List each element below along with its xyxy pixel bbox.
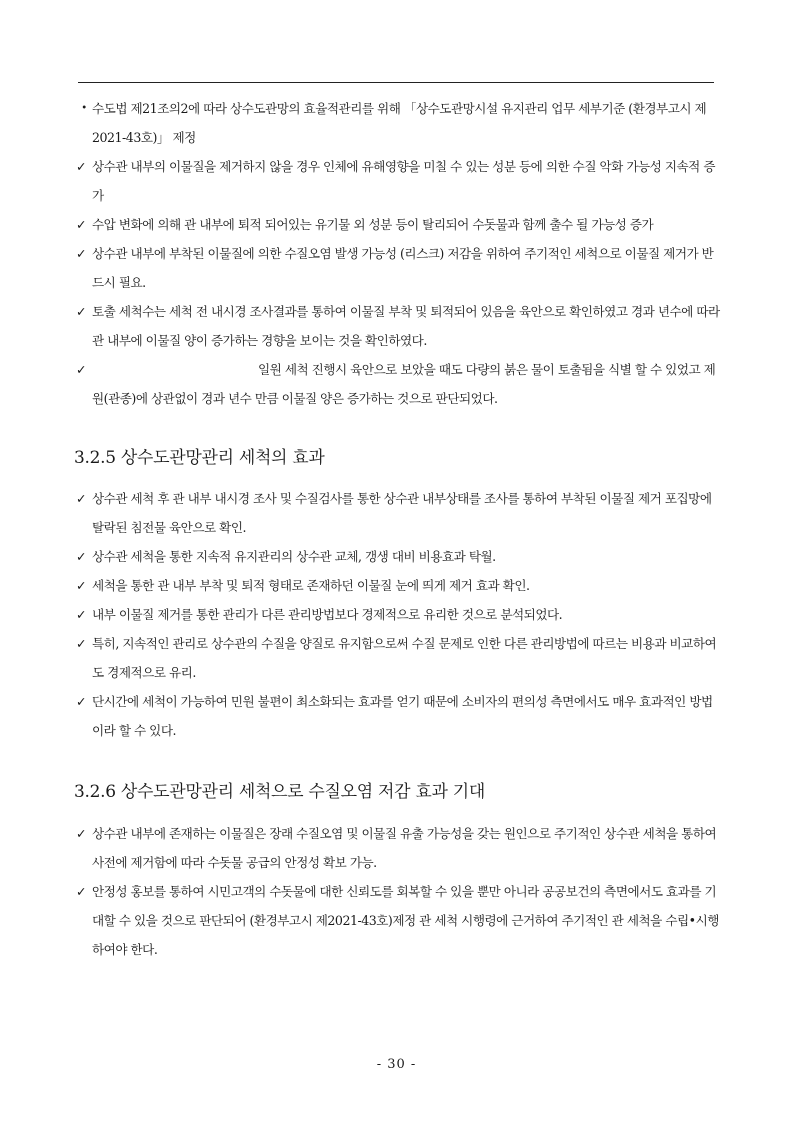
section-heading: 3.2.5 상수도관망관리 세척의 효과 [74, 448, 325, 468]
list-item [74, 94, 724, 152]
list-item [74, 355, 724, 413]
bullet-icon: • [81, 103, 87, 114]
list-item [74, 687, 724, 745]
document-body [74, 94, 724, 964]
check-icon: ✓ [75, 362, 87, 377]
list-item-text: 상수관 내부에 부착된 이물질에 의한 수질오염 발생 가능성 (리스크) 저감을 위하여 주기적인 세척으로 이물질 제거가 반드시 필요. [92, 246, 714, 290]
list-item-text: 내부 이물질 제거를 통한 관리가 다른 관리방법보다 경제적으로 유리한 것으로 분석되었다. [92, 607, 563, 622]
check-icon: ✓ [75, 607, 87, 622]
list-item [74, 210, 724, 239]
list-item [74, 239, 724, 297]
section-list [74, 484, 724, 745]
check-icon: ✓ [75, 304, 87, 319]
check-icon: ✓ [75, 491, 87, 506]
check-icon: ✓ [75, 549, 87, 564]
list-item [74, 819, 724, 877]
list-item [74, 484, 724, 542]
list-item-text: 상수관 내부에 존재하는 이물질은 장래 수질오염 및 이물질 유출 가능성을 갖는 원인으로 주기적인 상수관 세척을 통하여 사전에 제거함에 따라 수돗물 공급의 안정성 확보 가능. [92, 826, 717, 870]
check-icon: ✓ [75, 159, 87, 174]
list-item [74, 297, 724, 355]
list-item-text: 안정성 홍보를 통하여 시민고객의 수돗물에 대한 신뢰도를 회복할 수 있을 뿐만 아니라 공공보건의 측면에서도 효과를 기대할 수 있을 것으로 판단되어 (환경부고시 제2021-43호)제정 관 세척 시행령에 근거하여 주기적인 관 세척을 수립•시행하여야 한다. [92, 884, 719, 957]
list-item-text: 토출 세척수는 세척 전 내시경 조사결과를 통하여 이물질 부착 및 퇴적되어 있음을 육안으로 확인하였고 경과 년수에 따라 관 내부에 이물질 양이 증가하는 경향을 보이는 것을 확인하였다. [92, 304, 720, 348]
top-rule [78, 82, 714, 83]
list-item [74, 600, 724, 629]
section-list [74, 819, 724, 964]
list-item [74, 152, 724, 210]
intro-list [74, 94, 724, 413]
check-icon: ✓ [75, 217, 87, 232]
page-number: - 30 - [376, 1057, 417, 1072]
list-item-text: 세척을 통한 관 내부 부착 및 퇴적 형태로 존재하던 이물질 눈에 띄게 제거 효과 확인. [92, 578, 530, 593]
list-item-text-after-gap: 일원 세척 진행시 육안으로 보았을 때도 다량의 붉은 물이 토출됨을 식별 할 수 있었고 제원(관종)에 상관없이 경과 년수 만큼 이물질 양은 증가하는 것으로 판단되었다. [92, 362, 716, 406]
list-item-text: 상수관 내부의 이물질을 제거하지 않을 경우 인체에 유해영향을 미칠 수 있는 성분 등에 의한 수질 악화 가능성 지속적 증가 [92, 159, 716, 203]
list-item [74, 542, 724, 571]
check-icon: ✓ [75, 246, 87, 261]
list-item-text: 상수관 세척 후 관 내부 내시경 조사 및 수질검사를 통한 상수관 내부상태를 조사를 통하여 부착된 이물질 제거 포집망에 탈락된 침전물 육안으로 확인. [92, 491, 712, 535]
section-heading: 3.2.6 상수도관망관리 세척으로 수질오염 저감 효과 기대 [74, 782, 485, 802]
check-icon: ✓ [75, 636, 87, 651]
check-icon: ✓ [75, 578, 87, 593]
check-icon: ✓ [75, 694, 87, 709]
list-item-text: 상수관 세척을 통한 지속적 유지관리의 상수관 교체, 갱생 대비 비용효과 탁월. [92, 549, 496, 564]
list-item [74, 877, 724, 964]
list-item-text: 특히, 지속적인 관리로 상수관의 수질을 양질로 유지함으로써 수질 문제로 인한 다른 관리방법에 따르는 비용과 비교하여도 경제적으로 유리. [92, 636, 717, 680]
check-icon: ✓ [75, 826, 87, 841]
list-item-text [74, 355, 724, 413]
list-item-text: 수도법 제21조의2에 따라 상수도관망의 효율적관리를 위해 「상수도관망시설 유지관리 업무 세부기준 (환경부고시 제2021-43호)」 제정 [92, 101, 707, 145]
check-icon: ✓ [75, 884, 87, 899]
list-item-text: 단시간에 세척이 가능하여 민원 불편이 최소화되는 효과를 얻기 때문에 소비자의 편의성 측면에서도 매우 효과적인 방법이라 할 수 있다. [92, 694, 713, 738]
list-item [74, 629, 724, 687]
list-item-text: 수압 변화에 의해 관 내부에 퇴적 되어있는 유기물 외 성분 등이 탈리되어 수돗물과 함께 출수 될 가능성 증가 [92, 217, 654, 232]
list-item [74, 571, 724, 600]
